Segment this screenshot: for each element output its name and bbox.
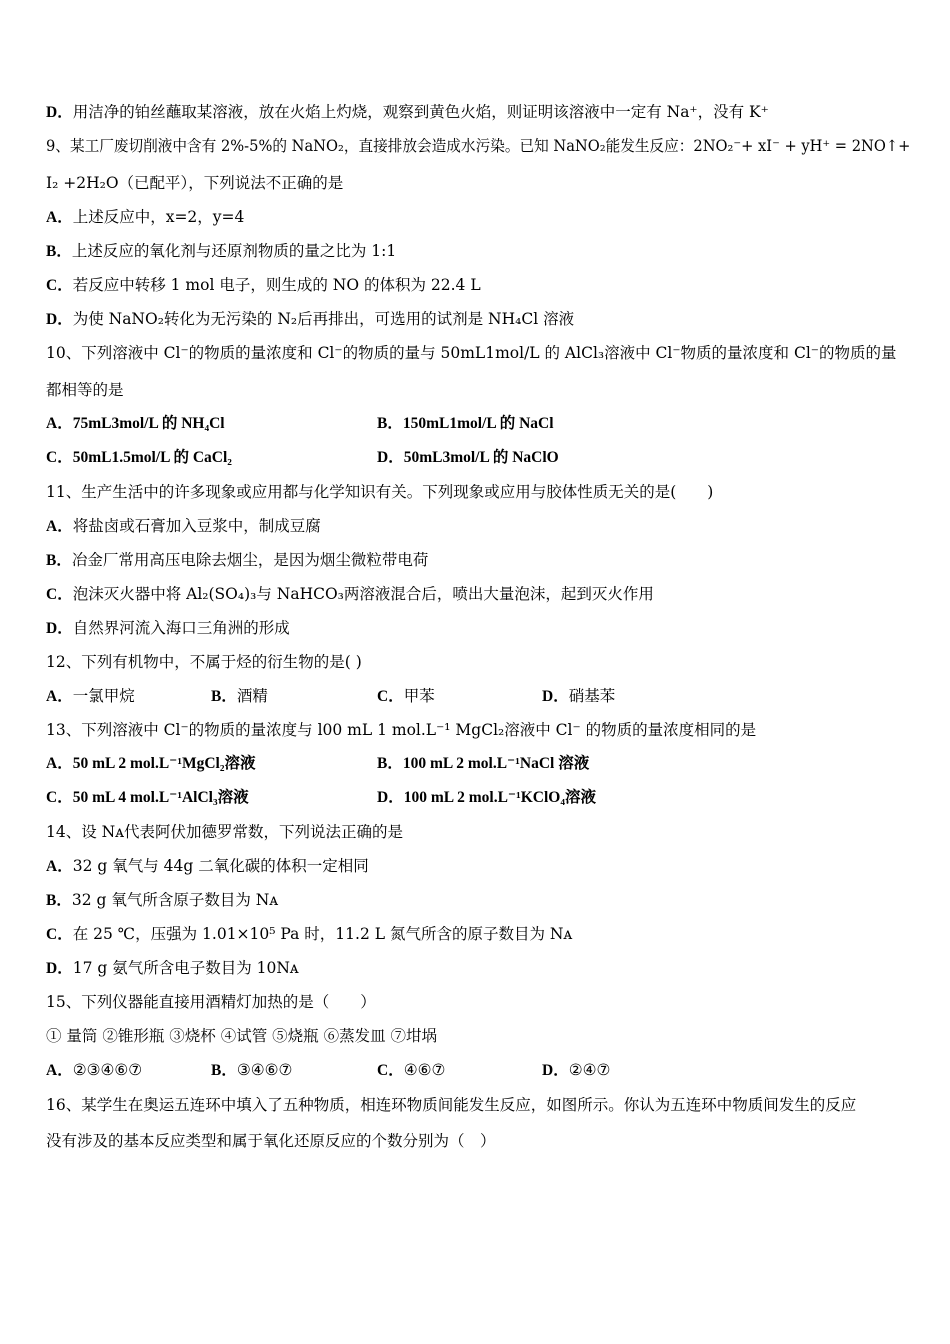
option-label: C．	[377, 1062, 404, 1079]
option-text: 50 mL 4 mol.L⁻¹AlCl₃溶液	[72, 789, 249, 806]
option-label: B．	[377, 415, 403, 432]
option-text: 32 g 氧气与 44g 二氧化碳的体积一定相同	[72, 857, 369, 875]
option-text: 泡沫灭火器中将 Al₂(SO₄)₃与 NaHCO₃两溶液混合后，喷出大量泡沫，起到灭火作用	[72, 585, 654, 603]
option-text: 50 mL 2 mol.L⁻¹MgCl₂溶液	[72, 755, 256, 772]
option-label: B．	[377, 755, 403, 772]
q15-option-c	[377, 1060, 445, 1081]
option-text: 用洁净的铂丝蘸取某溶液，放在火焰上灼烧，观察到黄色火焰，则证明该溶液中一定有 Na⁺，没有 K⁺	[72, 103, 769, 121]
option-label: B．	[211, 1062, 237, 1079]
option-text: 将盐卤或石膏加入豆浆中，制成豆腐	[72, 517, 321, 535]
option-label: C．	[46, 586, 73, 603]
q12-option-c	[377, 686, 435, 707]
option-label: B．	[46, 552, 72, 569]
q12-stem: 12、下列有机物中，不属于烃的衍生物的是( )	[46, 653, 362, 671]
q16-stem-line-1: 16、某学生在奥运五连环中填入了五种物质，相连环物质间能发生反应，如图所示。你认为五连环中物质间发生的反应	[46, 1096, 857, 1114]
q10-option-a	[46, 414, 225, 434]
option-text: 在 25 ℃，压强为 1.01×10⁵ Pa 时，11.2 L 氮气所含的原子数目为 Nᴀ	[72, 925, 573, 943]
q15-stem: 15、下列仪器能直接用酒精灯加热的是（ ）	[46, 993, 376, 1011]
q10-option-c	[46, 448, 232, 468]
option-text: 50mL1.5mol/L 的 CaCl₂	[72, 449, 232, 466]
q9-option-b	[46, 241, 396, 262]
option-text: 冶金厂常用高压电除去烟尘，是因为烟尘微粒带电荷	[71, 551, 429, 569]
option-label: D．	[542, 1062, 569, 1079]
q9-stem-line-1: 9、某工厂废切削液中含有 2%-5%的 NaNO₂，直接排放会造成水污染。已知 NaNO₂能发生反应：2NO₂⁻+ xI⁻ + yH⁺ = 2NO↑+	[46, 137, 911, 155]
option-text: 150mL1mol/L 的 NaCl	[402, 415, 554, 432]
option-text: ③④⑥⑦	[236, 1061, 293, 1079]
option-text: 17 g 氨气所含电子数目为 10Nᴀ	[72, 959, 299, 977]
option-text: 75mL3mol/L 的 NH₄Cl	[72, 415, 225, 432]
q13-option-d	[377, 788, 596, 808]
option-text: 100 mL 2 mol.L⁻¹KClO₄溶液	[403, 789, 596, 806]
option-text: ②③④⑥⑦	[72, 1061, 143, 1079]
q13-option-a	[46, 754, 256, 774]
q10-stem-line-2: 都相等的是	[46, 381, 124, 399]
q12-option-a	[46, 686, 135, 707]
q12-option-d	[542, 686, 615, 707]
q15-option-b	[211, 1060, 292, 1081]
q14-option-c	[46, 924, 572, 945]
option-label: D．	[46, 620, 73, 637]
q15-instrument-list: ① 量筒 ②锥形瓶 ③烧杯 ④试管 ⑤烧瓶 ⑥蒸发皿 ⑦坩埚	[46, 1027, 437, 1045]
option-text: 32 g 氧气所含原子数目为 Nᴀ	[71, 891, 279, 909]
q15-option-a	[46, 1060, 142, 1081]
q9-option-a	[46, 207, 244, 228]
option-text: 50mL3mol/L 的 NaClO	[403, 449, 559, 466]
option-text: 上述反应中，x=2，y=4	[72, 208, 245, 226]
q13-stem: 13、下列溶液中 Cl⁻的物质的量浓度与 l00 mL 1 mol.L⁻¹ MgCl₂溶液中 Cl⁻ 的物质的量浓度相同的是	[46, 721, 757, 739]
option-label: B．	[46, 243, 72, 260]
option-label: A．	[46, 688, 73, 705]
option-text: 一氯甲烷	[72, 687, 135, 705]
q14-option-a	[46, 856, 369, 877]
option-text: ②④⑦	[568, 1061, 611, 1079]
option-label: A．	[46, 755, 73, 772]
option-label: B．	[211, 688, 237, 705]
q13-option-c	[46, 788, 249, 808]
option-label: C．	[46, 926, 73, 943]
option-label: A．	[46, 1062, 73, 1079]
q11-option-b	[46, 550, 428, 571]
option-text: 硝基苯	[568, 687, 616, 705]
q14-stem: 14、设 Nᴀ代表阿伏加德罗常数，下列说法正确的是	[46, 823, 403, 841]
option-label: D．	[542, 688, 569, 705]
q11-option-c	[46, 584, 654, 605]
option-text: 上述反应的氧化剂与还原剂物质的量之比为 1:1	[71, 242, 397, 260]
q9-stem-line-2: I₂ +2H₂O（已配平），下列说法不正确的是	[46, 174, 344, 192]
option-label: C．	[377, 688, 404, 705]
option-label: D．	[46, 104, 73, 121]
q11-option-d	[46, 618, 290, 639]
option-label: A．	[46, 518, 73, 535]
option-text: 甲苯	[403, 687, 435, 705]
q14-option-b	[46, 890, 278, 911]
option-text: 酒精	[236, 687, 268, 705]
option-label: C．	[46, 449, 73, 466]
q11-option-a	[46, 516, 321, 537]
q13-option-b	[377, 754, 589, 774]
q10-option-d	[377, 448, 559, 468]
q8-option-d	[46, 102, 769, 123]
q9-option-c	[46, 275, 481, 296]
option-label: C．	[46, 789, 73, 806]
option-label: C．	[46, 277, 73, 294]
option-text: 若反应中转移 1 mol 电子，则生成的 NO 的体积为 22.4 L	[72, 276, 481, 294]
option-label: D．	[377, 789, 404, 806]
q15-option-d	[542, 1060, 610, 1081]
option-text: 100 mL 2 mol.L⁻¹NaCl 溶液	[402, 755, 590, 772]
option-text: ④⑥⑦	[403, 1061, 446, 1079]
option-label: A．	[46, 858, 73, 875]
option-label: D．	[377, 449, 404, 466]
q10-option-b	[377, 414, 554, 434]
option-label: A．	[46, 209, 73, 226]
option-text: 为使 NaNO₂转化为无污染的 N₂后再排出，可选用的试剂是 NH₄Cl 溶液	[72, 310, 575, 328]
q16-stem-line-2: 没有涉及的基本反应类型和属于氧化还原反应的个数分别为（ ）	[46, 1132, 496, 1150]
option-label: B．	[46, 892, 72, 909]
option-label: D．	[46, 960, 73, 977]
q14-option-d	[46, 958, 299, 979]
option-label: A．	[46, 415, 73, 432]
q12-option-b	[211, 686, 268, 707]
q10-stem-line-1: 10、下列溶液中 Cl⁻的物质的量浓度和 Cl⁻的物质的量与 50mL1mol/L 的 AlCl₃溶液中 Cl⁻物质的量浓度和 Cl⁻的物质的量	[46, 344, 897, 362]
q9-option-d	[46, 309, 574, 330]
q11-stem: 11、生产生活中的许多现象或应用都与化学知识有关。下列现象或应用与胶体性质无关的是( )	[46, 483, 714, 501]
option-text: 自然界河流入海口三角洲的形成	[72, 619, 290, 637]
option-label: D．	[46, 311, 73, 328]
